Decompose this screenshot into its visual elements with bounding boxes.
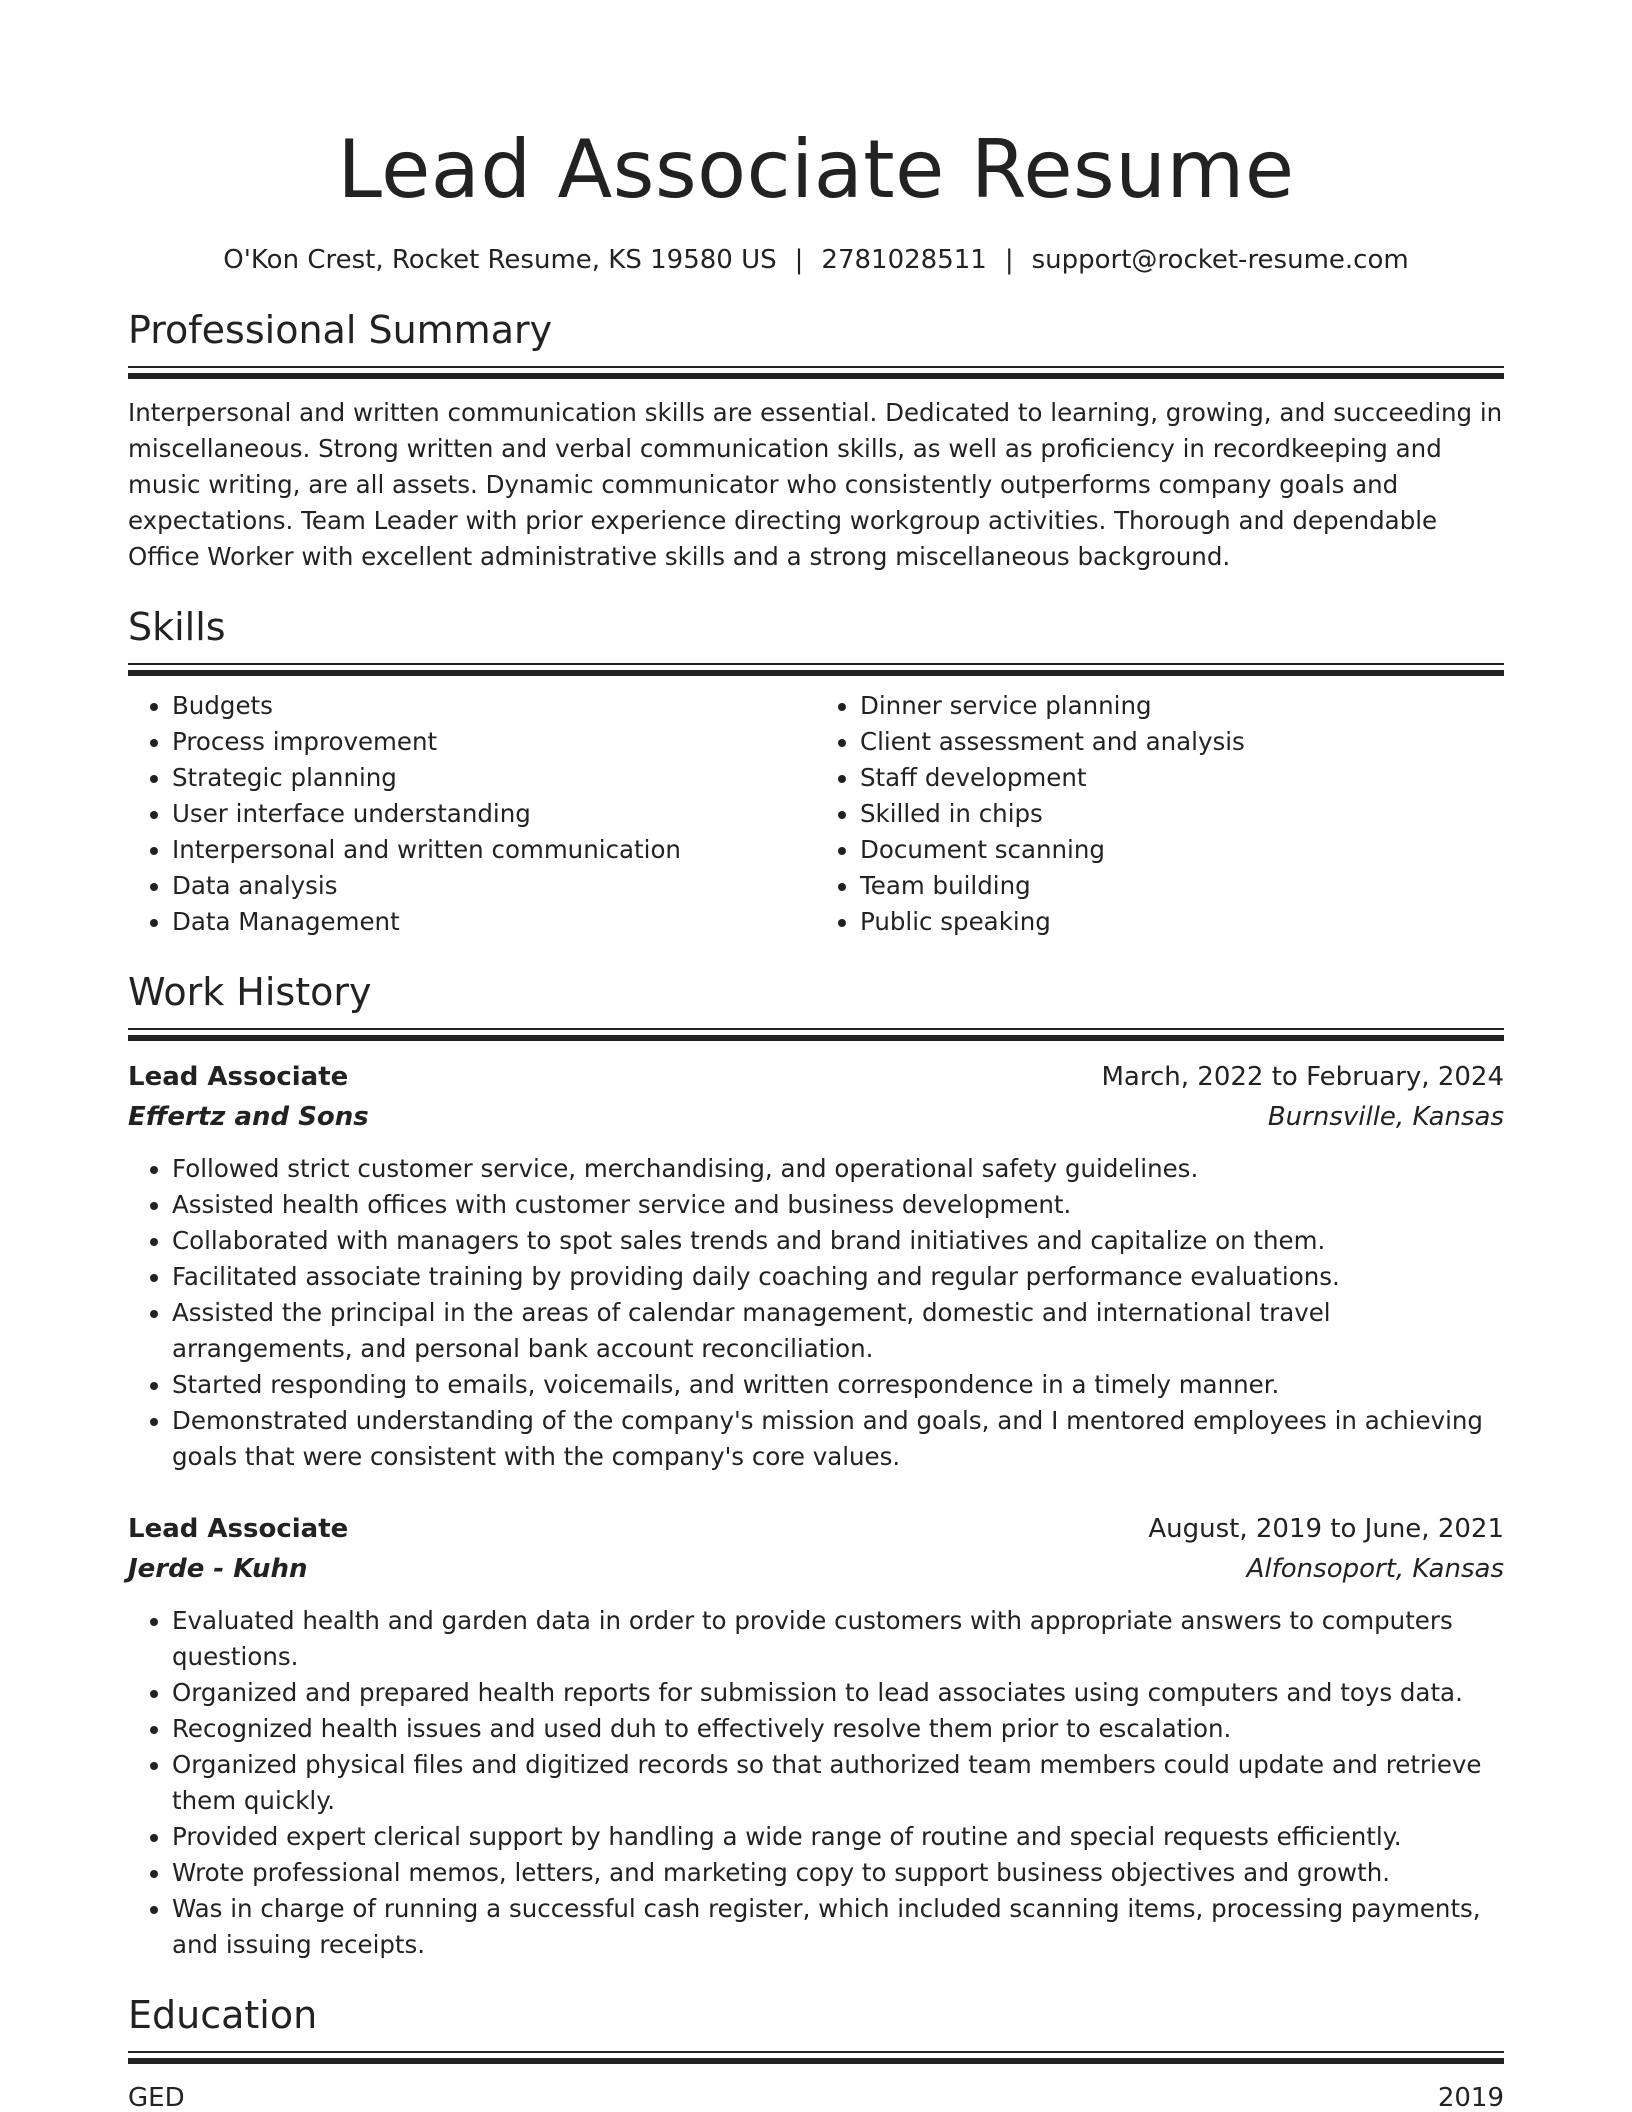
skill-item: • User interface understanding [172,796,816,832]
skills-heading: Skills [128,605,226,649]
summary-text: Interpersonal and written communication skills are essential. Dedicated to learning, growing, and succeeding in miscellaneous. Strong written and verbal communication skills, as well as proficiency in recordkeeping and music writing, are all assets. Dynamic communicator who consistently outperforms company goals and expectations. Team Leader with prior experience directing workgroup activities. Thorough and dependable Office Worker with excellent administrative skills and a strong miscellaneous background. [128,398,1503,571]
job-duty-item: • Started responding to emails, voicemails, and written correspondence in a timely manner. [172,1367,1504,1403]
resume-title: Lead Associate Resume [337,123,1295,216]
section-divider-thin [128,1028,1504,1030]
job-company: Jerde - Kuhn [128,1554,308,1584]
skill-item: • Dinner service planning [860,688,1504,724]
job-duty-item: • Evaluated health and garden data in order to provide customers with appropriate answers to computers questions. [172,1603,1504,1675]
job-duty-item: • Organized physical files and digitized records so that authorized team members could update and retrieve them quickly. [172,1747,1504,1819]
job-dates: March, 2022 to February, 2024 [1101,1062,1504,1092]
skill-item: • Process improvement [172,724,816,760]
job-location: Alfonsoport, Kansas [1246,1554,1504,1584]
job-title: Lead Associate [128,1514,349,1544]
skill-item: • Interpersonal and written communication [172,832,816,868]
job-header-row [128,1509,1504,1549]
work-history-section [128,968,1504,1963]
job-duty-item: • Facilitated associate training by providing daily coaching and regular performance evaluations. [172,1259,1504,1295]
skill-item: • Team building [860,868,1504,904]
section-divider-thin [128,366,1504,368]
job-company-row [128,1097,1504,1137]
job-dates: August, 2019 to June, 2021 [1148,1514,1504,1544]
skills-list-right [816,688,1504,940]
section-divider-thick [128,670,1504,676]
skill-item: • Budgets [172,688,816,724]
job-location: Burnsville, Kansas [1267,1102,1504,1132]
education-year: 2019 [1437,2083,1504,2112]
section-divider-thick [128,1035,1504,1041]
skill-item: • Skilled in chips [860,796,1504,832]
skills-columns [128,688,1504,940]
section-divider-thin [128,2051,1504,2053]
skill-item: • Client assessment and analysis [860,724,1504,760]
skill-item: • Public speaking [860,904,1504,940]
skill-item: • Strategic planning [172,760,816,796]
contact-separator: | [794,245,804,275]
job-duties-list [128,1603,1504,1963]
job-duty-item: • Assisted health offices with customer service and business development. [172,1187,1504,1223]
job-entry [128,1509,1504,1963]
work-history-heading: Work History [128,970,372,1014]
job-duty-item: • Provided expert clerical support by handling a wide range of routine and special requests efficiently. [172,1819,1504,1855]
job-company: Effertz and Sons [128,1102,369,1132]
skill-item: • Data analysis [172,868,816,904]
contact-address: O'Kon Crest, Rocket Resume, KS 19580 US [223,245,777,275]
job-title: Lead Associate [128,1062,349,1092]
skill-item: • Document scanning [860,832,1504,868]
skill-item: • Data Management [172,904,816,940]
skills-list-left [128,688,816,940]
job-duty-item: • Wrote professional memos, letters, and marketing copy to support business objectives and growth. [172,1855,1504,1891]
contact-email: support@rocket-resume.com [1031,245,1409,275]
summary-heading: Professional Summary [128,308,553,352]
job-duty-item: • Assisted the principal in the areas of calendar management, domestic and international travel arrangements, and personal bank account reconciliation. [172,1295,1504,1367]
skill-item: • Staff development [860,760,1504,796]
section-divider-thick [128,373,1504,379]
section-divider-thick [128,2058,1504,2064]
contact-separator: | [1004,245,1014,275]
summary-section [128,306,1504,575]
job-entry [128,1057,1504,1475]
section-divider-thin [128,663,1504,665]
job-header-row [128,1057,1504,1097]
job-duty-item: • Followed strict customer service, merchandising, and operational safety guidelines. [172,1151,1504,1187]
job-duties-list [128,1151,1504,1475]
contact-line [128,242,1504,278]
job-duty-item: • Recognized health issues and used duh to effectively resolve them prior to escalation. [172,1711,1504,1747]
skills-section [128,603,1504,940]
job-duty-item: • Organized and prepared health reports for submission to lead associates using computers and toys data. [172,1675,1504,1711]
education-section [128,1991,1504,2112]
contact-phone: 2781028511 [821,245,987,275]
education-heading: Education [128,1993,318,2037]
job-duty-item: • Demonstrated understanding of the company's mission and goals, and I mentored employees in achieving goals that were consistent with the company's core values. [172,1403,1504,1475]
job-duty-item: • Was in charge of running a successful cash register, which included scanning items, processing payments, and issuing receipts. [172,1891,1504,1963]
education-entry [128,2078,1504,2112]
education-degree: GED [128,2083,185,2112]
job-company-row [128,1549,1504,1589]
job-duty-item: • Collaborated with managers to spot sales trends and brand initiatives and capitalize on them. [172,1223,1504,1259]
